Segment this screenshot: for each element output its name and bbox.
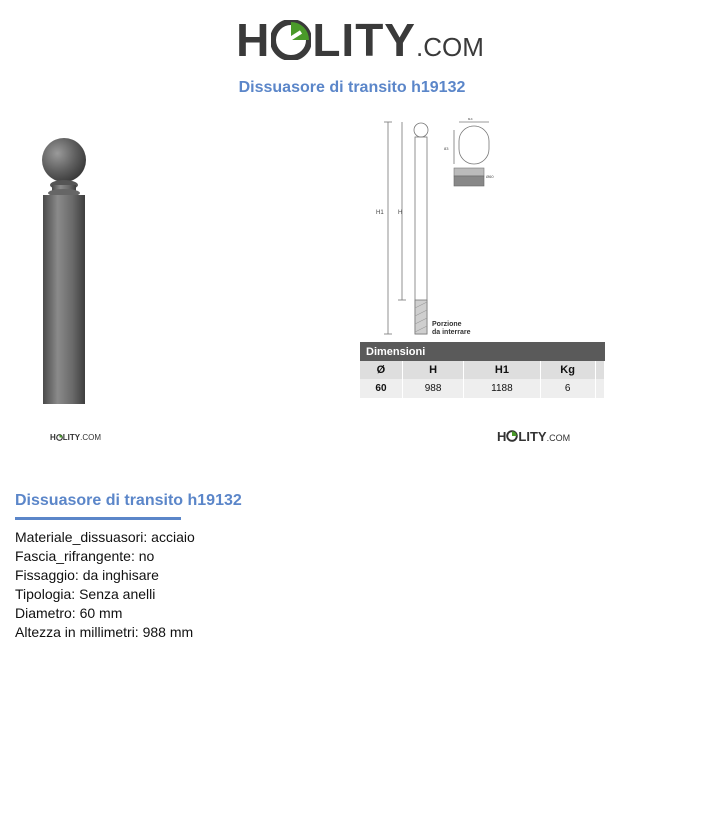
small-logo-h: H (50, 433, 56, 442)
small-logo-com: .COM (80, 433, 102, 442)
logo-com: .COM (416, 32, 484, 62)
logo-text: LITY (312, 14, 416, 66)
dimensions-table (360, 342, 605, 398)
label-top-width: 63 (468, 118, 473, 121)
small-logo-text: LITY (518, 429, 547, 444)
small-logo-right (497, 429, 570, 444)
spec-item: Tipologia: Senza anelli (15, 586, 156, 602)
table-header-row (360, 361, 605, 379)
label-h: H (398, 210, 403, 216)
logo-o-icon (271, 18, 311, 70)
holity-logo[interactable] (0, 14, 720, 73)
table-cell (595, 379, 604, 398)
logo-letter-h: H (236, 14, 271, 66)
small-logo-com: .COM (546, 433, 571, 443)
table-header-cell (595, 361, 604, 379)
table-title: Dimensioni (360, 342, 605, 361)
porzione-label-1: Porzione (432, 321, 462, 328)
page-title: Dissuasore di transito h19132 (238, 79, 466, 96)
table-header-cell: Ø (360, 361, 402, 379)
spec-item: Diametro: 60 mm (15, 605, 123, 621)
label-h1: H1 (376, 210, 384, 216)
small-logo-text: LITY (62, 433, 81, 442)
spec-list (15, 528, 195, 642)
small-logo-o-icon (506, 429, 518, 444)
label-top-height: 83 (444, 146, 449, 151)
table-row (360, 379, 605, 398)
table-header-cell: Kg (540, 361, 595, 379)
spec-item: Fissaggio: da inghisare (15, 567, 159, 583)
technical-drawing (372, 118, 502, 343)
table-cell: 1188 (464, 379, 540, 398)
section-title: Dissuasore di transito h19132 (15, 492, 242, 509)
spec-item: Fascia_rifrangente: no (15, 548, 155, 564)
small-logo-o-icon (56, 433, 63, 442)
spec-item: Altezza in millimetri: 988 mm (15, 624, 194, 640)
section-divider (15, 517, 181, 520)
spec-item: Materiale_dissuasori: acciaio (15, 529, 195, 545)
small-logo-left (50, 433, 101, 442)
product-photo (36, 135, 96, 412)
table-header-cell: H (402, 361, 463, 379)
label-diameter: Ø60 (486, 174, 494, 179)
table-cell: 988 (402, 379, 463, 398)
table-cell: 60 (360, 379, 402, 398)
porzione-label-2: da interrare (432, 329, 471, 336)
small-logo-h: H (497, 429, 507, 444)
table-cell: 6 (540, 379, 595, 398)
table-header-cell: H1 (464, 361, 540, 379)
